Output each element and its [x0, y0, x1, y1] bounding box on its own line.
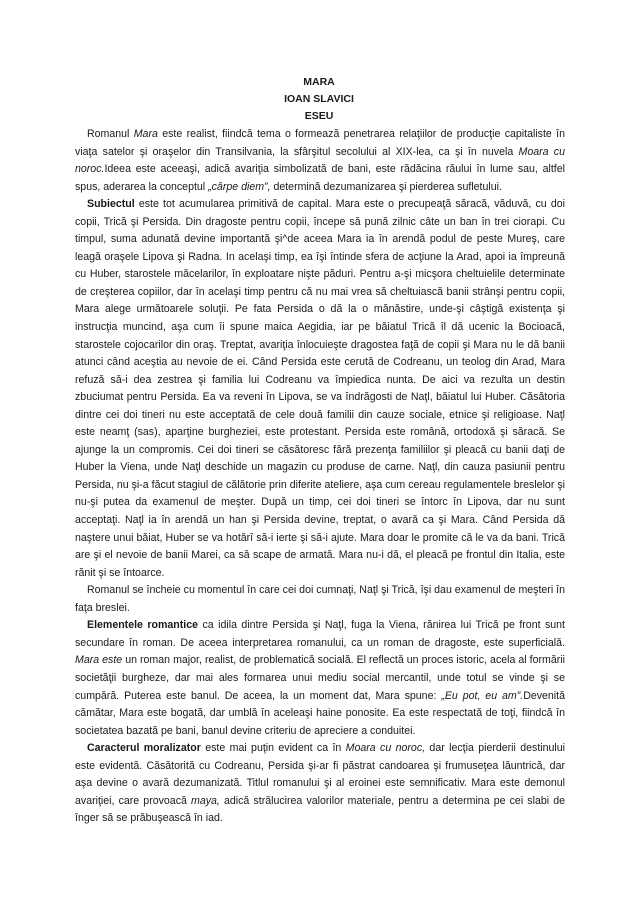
text-run: Ideea este aceeaşi, adică avariţia simbolizată de bani, este rădăcina răului în lume sau, altfel spus, aderarea la conceptul — [75, 163, 565, 193]
paragraph-intro — [75, 126, 565, 196]
italic-phrase: „Eu pot, eu am”. — [441, 689, 524, 702]
text-run: un roman major, realist, de problematică socială. El reflectă un proces istoric, acela al formării societăţii burgheze, dar mai ales formarea unui mediu social mercantil, unde totul se vinde şi se cumpără. Puterea este banul. De aceea, la un moment dat, Mara spune: — [75, 654, 565, 702]
document-title: MARA — [303, 76, 335, 88]
italic-phrase: Moara cu noroc. — [75, 145, 565, 176]
italic-phrase: Moara cu noroc, — [345, 742, 426, 755]
text-run: este tot acumularea primitivă de capital. Mara este o precupeaţă săracă, văduvă, cu doi copii, Trică şi Persida. Din dragoste pentru copii, începe să pună zilnic câte un ban în trei ciorapi. Cu timpul, suma adunată devine importantă şi^de aceea Mara ia în arendă podul de peste Mureş, care leagă oraşele Lipova şi Radna. In acelaşi timp, ea îşi întinde sfera de acţiune la Arad, apoi ia împreună cu Huber, starostele măcelarilor, în exploatare nişte păduri. Pentru a-şi micşora cheltuielile determinate de creşterea copiilor, dar în acelaşi timp pentru că nu mai vrea să cheltuiască banii strânşi pentru copii, Mara alege următoarele soluţii. Pe fata Persida o dă la o mănăstire, unde-şi câştigă existenţa şi instrucţia muncind, aşa cum îi spune maica Aegidia, iar pe băiatul Trică îl dă ucenic la Bocioacă, starostele cojocarilor din oraş. Treptat, avariţia înlocuieşte dragostea faţă de copii şi Mara nu le dă banii atunci când aceştia au nevoie de ei. Când Persida este cerută de Codreanu, un teolog din Arad, Mara refuză să-i dea zestrea şi familia lui Codreanu va împiedica nunta. De aici va rezulta un destin zbuciumat pentru Persida. Ea va reveni în Lipova, se va îndrăgosti de Naţl, băiatul lui Huber. Căsătoria dintre cei doi tineri nu este acceptată de cele două familii din cauze sociale, etnice şi religioase. Naţl este neamţ (sas), aparţine burgheziei, este protestant. Persida este română, ortodoxă şi săracă. Se ajunge la un compromis. Cei doi tineri se căsătoresc fără prezenţa familiilor şi pleacă cu banii daţi de Huber la Viena, unde Naţl deschide un magazin cu produse de carne. Naţl, din cauza pasiunii pentru Persida, nu şi-a făcut stagiul de călătorie prin diferite ateliere, aşa cum cereau regulamentele breslelor şi nu-şi putea da examenul de meşter. După un timp, cei doi tineri se întorc în Lipova, dar nu sunt acceptaţi. Naţl ia în arendă un han şi Persida devine, treptat, o avară ca şi Mara. Când Persida dă naştere unui băiat, Huber se va hotărî să-i ierte şi să-i ajute. Mara doar le promite că le va da bani. Trică are şi el nevoie de banii Marei, ca să scape de armată. Mara nu-i dă, el pleacă pe frontul din Italia, este rănit şi se întoarce. — [75, 198, 565, 579]
text-run: determină dezumanizarea şi pierderea sufletului. — [270, 180, 502, 193]
paragraph-subject — [75, 196, 565, 582]
text-run: adică strălucirea valorilor materiale, pentru a determina pe cei slabi de înger să se prăbuşească în iad. — [75, 794, 565, 825]
text-run: este mai puţin evident ca în — [200, 742, 346, 755]
heading-term: Caracterul moralizator — [87, 742, 201, 755]
text-run: este realist, fiindcă tema o formează penetrarea relaţiilor de producţie capitaliste în viaţa satelor şi oraşelor din Transilvania, la sfârşitul secolului al XIX-lea, ca şi în nuvela — [75, 128, 565, 158]
text-run: Romanul se încheie cu momentul în care cei doi cumnaţi, Naţl şi Trică, îşi dau examenul de meşteri în faţa breslei. — [75, 584, 565, 614]
heading-term: Subiectul — [87, 198, 135, 211]
italic-phrase: maya, — [191, 794, 220, 807]
text-run: Romanul — [87, 128, 134, 140]
text-run: dar lecţia pierderii destinului este evidentă. Căsătorită cu Codreanu, Persida şi-ar fi păstrat candoarea şi frumuseţea lăuntrică, dar aşa devine o avară dezumanizată. Titlul romanului şi al eroinei este semnificativ. Mara este demonul avariţiei, care provoacă — [75, 742, 565, 807]
paragraph-moralizing-character — [75, 740, 565, 828]
heading-term: Elementele romantice — [87, 619, 199, 632]
author-name: IOAN SLAVICI — [284, 93, 354, 105]
text-run: ca idila dintre Persida şi Naţl, fuga la Viena, rănirea lui Trică pe front sunt secundare în roman. De aceea interpretarea romanului, ca un roman de dragoste, este superficială. — [75, 619, 566, 649]
italic-phrase: Mara este — [75, 654, 123, 667]
document-genre: ESEU — [304, 110, 334, 122]
document-header — [0, 74, 638, 125]
paragraph-ending — [75, 582, 565, 617]
essay-body — [75, 126, 565, 828]
text-run: Devenită cămătar, Mara este bogată, dar umblă în aceleaşi haine ponosite. Ea este respectată de toţi, fiindcă în societatea bazată pe bani, banul devine criteriu de apreciere a conduitei. — [75, 689, 565, 737]
italic-phrase: Mara — [133, 128, 158, 140]
italic-phrase: „cârpe diem”, — [208, 180, 271, 193]
paragraph-romantic-elements — [75, 617, 565, 740]
